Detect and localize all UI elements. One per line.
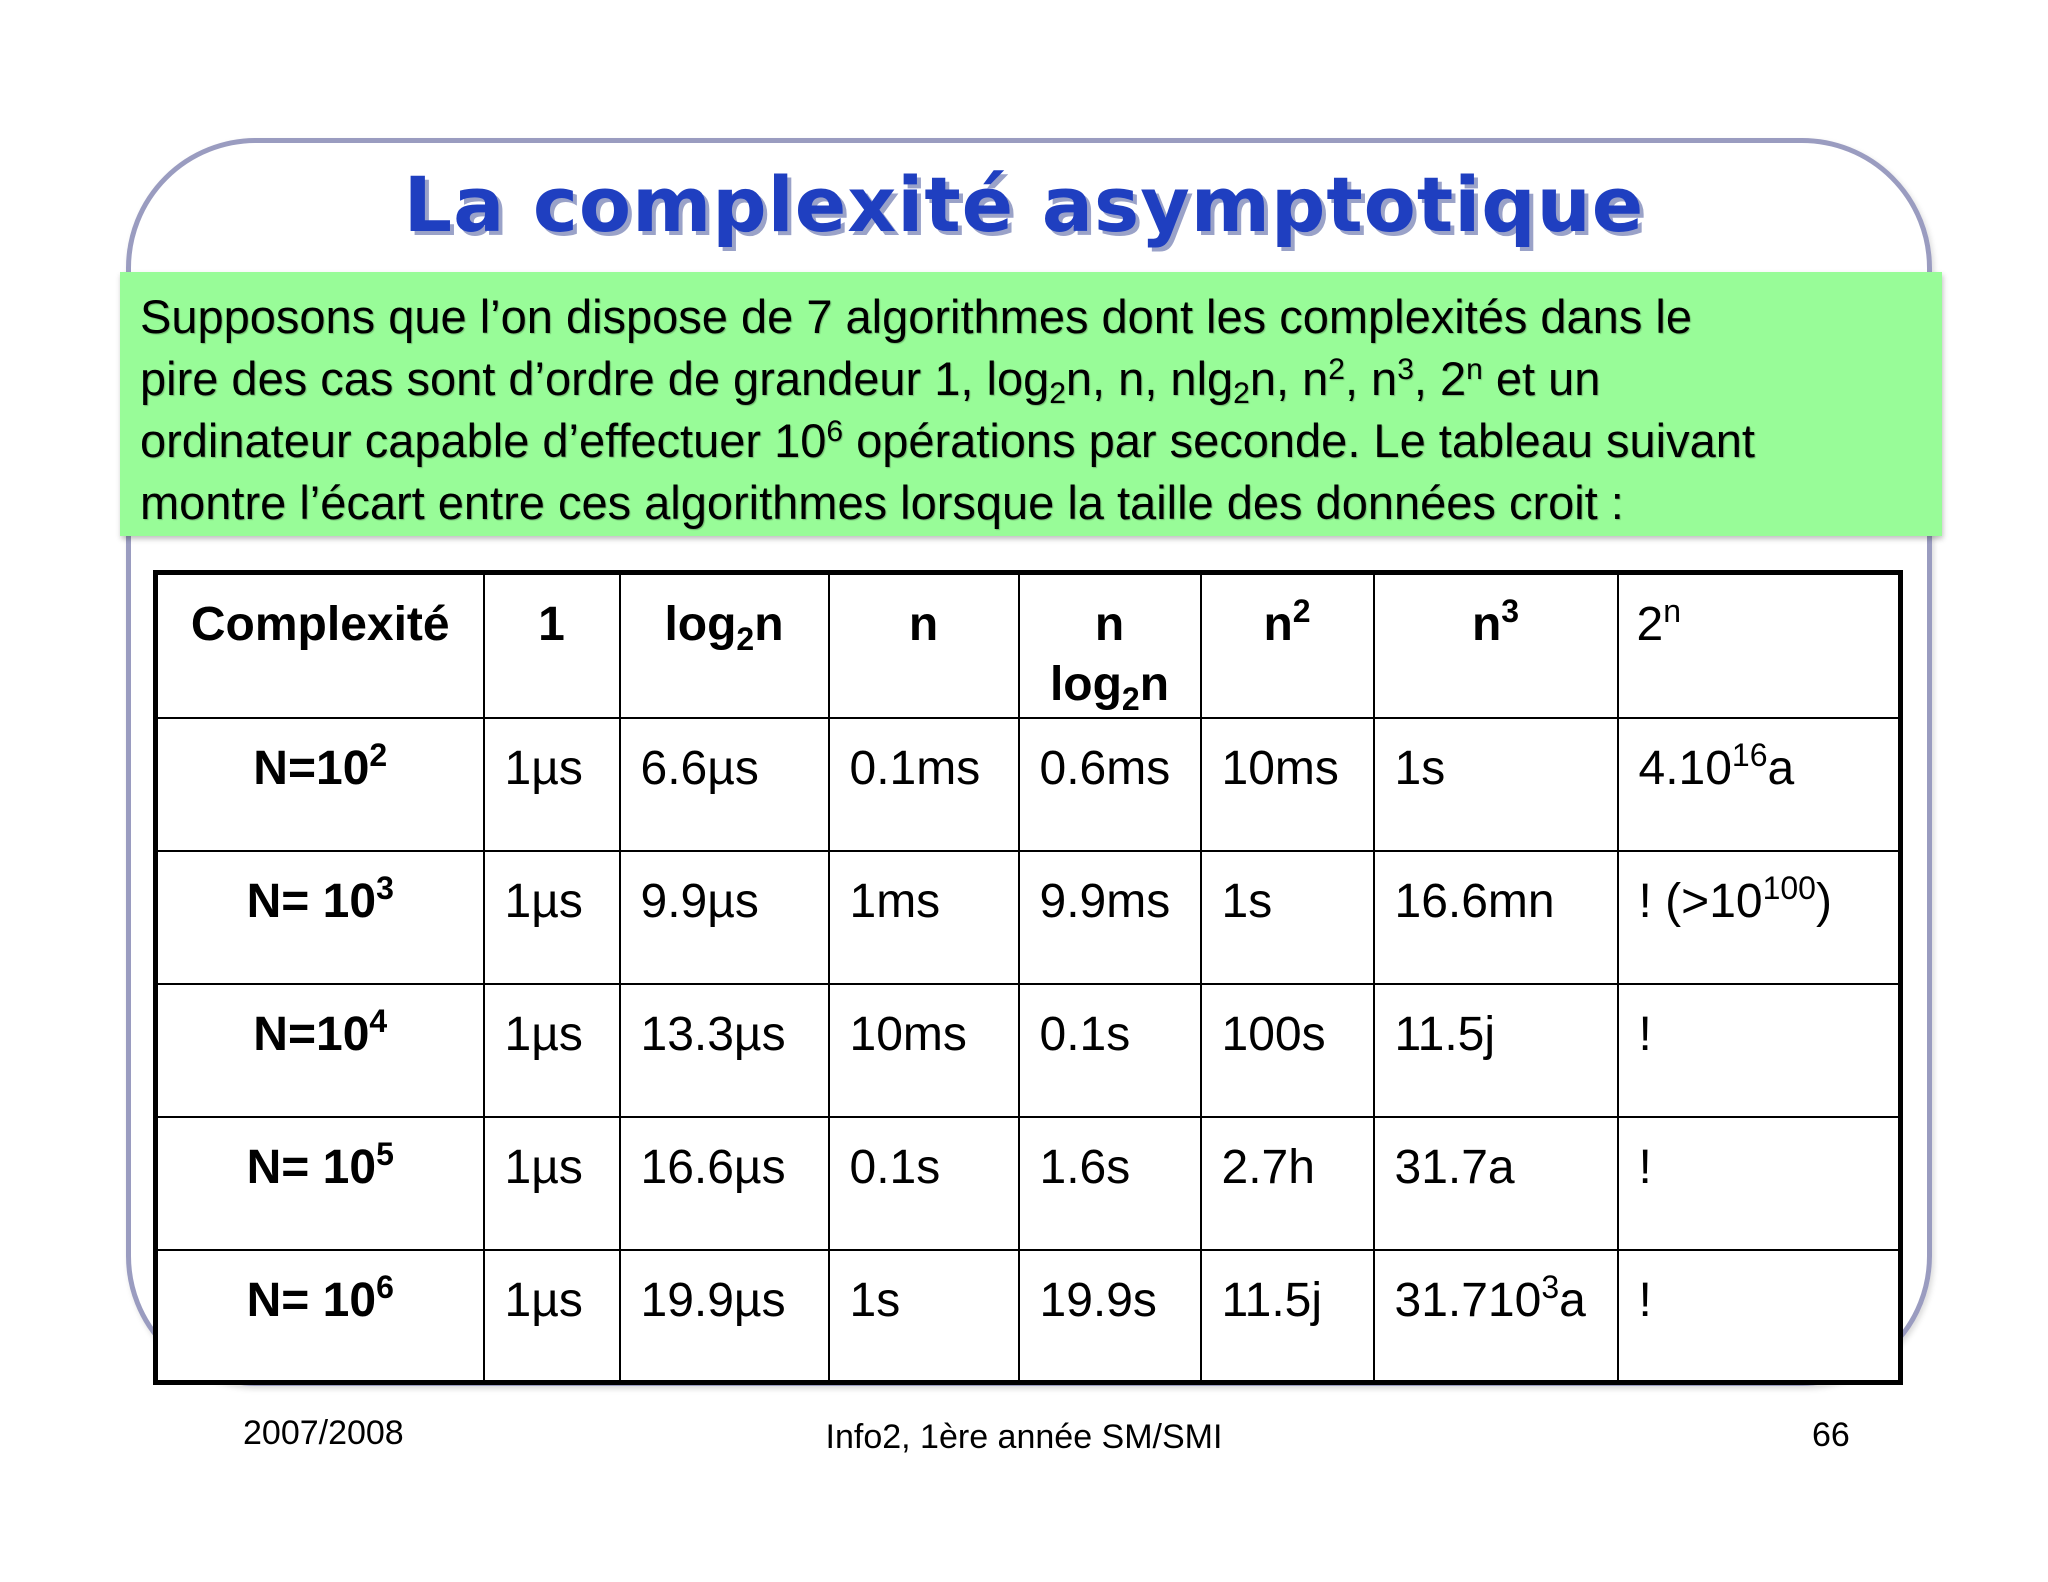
cell-nlogn: 0.6ms <box>1019 718 1201 851</box>
cell-log: 9.9µs <box>620 851 829 984</box>
row-size: $N=10^2$ <box>156 718 484 851</box>
cell-log: 19.9µs <box>620 1250 829 1383</box>
footer-year: 2007/2008 <box>243 1414 404 1452</box>
cell-quadratic: 10ms <box>1201 718 1374 851</box>
table-header-row <box>156 573 1901 718</box>
cell-quadratic: 1s <box>1201 851 1374 984</box>
cell-cubic: 31.7a <box>1374 1117 1618 1250</box>
cell-exponential: ! <box>1618 1117 1901 1250</box>
cell-constant: 1µs <box>484 851 620 984</box>
cell-log: 13.3µs <box>620 984 829 1117</box>
cell-cubic: 31.710$^3$a <box>1374 1250 1618 1383</box>
table-row <box>156 851 1901 984</box>
intro-line-1: Supposons que l’on dispose de 7 algorithmes dont les complexités dans le <box>140 290 1692 343</box>
intro-line-3: ordinateur capable d’effectuer $10^6$ opérations par seconde. Le tableau suivant <box>140 414 1755 467</box>
footer-page-number: 66 <box>1812 1416 1850 1454</box>
cell-nlogn: 1.6s <box>1019 1117 1201 1250</box>
table-row <box>156 1117 1901 1250</box>
footer-course: Info2, 1ère année SM/SMI <box>825 1418 1223 1456</box>
cell-exponential: ! <box>1618 1250 1901 1383</box>
row-size: $N= 10^3$ <box>156 851 484 984</box>
header-nlogn: n $\log_2n$ <box>1019 573 1201 718</box>
cell-constant: 1µs <box>484 1117 620 1250</box>
row-size: $N= 10^5$ <box>156 1117 484 1250</box>
intro-line-4: montre l’écart entre ces algorithmes lorsque la taille des données croit : <box>140 476 1624 529</box>
cell-linear: 1s <box>829 1250 1019 1383</box>
cell-nlogn: 0.1s <box>1019 984 1201 1117</box>
table-row <box>156 718 1901 851</box>
cell-log: 6.6µs <box>620 718 829 851</box>
cell-quadratic: 11.5j <box>1201 1250 1374 1383</box>
header-constant: 1 <box>484 573 620 718</box>
header-cubic: $n^3$ <box>1374 573 1618 718</box>
cell-exponential: ! <box>1618 984 1901 1117</box>
cell-exponential: ! $(>10^{100})$ <box>1618 851 1901 984</box>
cell-cubic: 11.5j <box>1374 984 1618 1117</box>
cell-cubic: 1s <box>1374 718 1618 851</box>
cell-quadratic: 2.7h <box>1201 1117 1374 1250</box>
row-size: $N= 10^6$ <box>156 1250 484 1383</box>
table-row <box>156 984 1901 1117</box>
header-complexite: Complexité <box>156 573 484 718</box>
header-log: $\log_2n$ <box>620 573 829 718</box>
cell-nlogn: 19.9s <box>1019 1250 1201 1383</box>
cell-exponential: 4.10$^{16}$a <box>1618 718 1901 851</box>
intro-box <box>120 272 1942 536</box>
cell-constant: 1µs <box>484 984 620 1117</box>
cell-nlogn: 9.9ms <box>1019 851 1201 984</box>
cell-linear: 0.1s <box>829 1117 1019 1250</box>
cell-linear: 10ms <box>829 984 1019 1117</box>
cell-constant: 1µs <box>484 718 620 851</box>
header-linear: n <box>829 573 1019 718</box>
intro-line-2: pire des cas sont d’ordre de grandeur 1, $\log_2n$, n, nlg$_2$n, $n^2$, $n^3$, 2$^n$ et un <box>140 352 1601 410</box>
cell-log: 16.6µs <box>620 1117 829 1250</box>
complexity-table <box>153 570 1903 1385</box>
cell-cubic: 16.6mn <box>1374 851 1618 984</box>
table-row <box>156 1250 1901 1383</box>
cell-linear: 0.1ms <box>829 718 1019 851</box>
cell-linear: 1ms <box>829 851 1019 984</box>
header-exponential: 2$^n$ <box>1618 573 1901 718</box>
slide-title: La complexité asymptotique <box>403 160 1645 249</box>
cell-quadratic: 100s <box>1201 984 1374 1117</box>
cell-constant: 1µs <box>484 1250 620 1383</box>
header-quadratic: $n^2$ <box>1201 573 1374 718</box>
row-size: $N=10^4$ <box>156 984 484 1117</box>
